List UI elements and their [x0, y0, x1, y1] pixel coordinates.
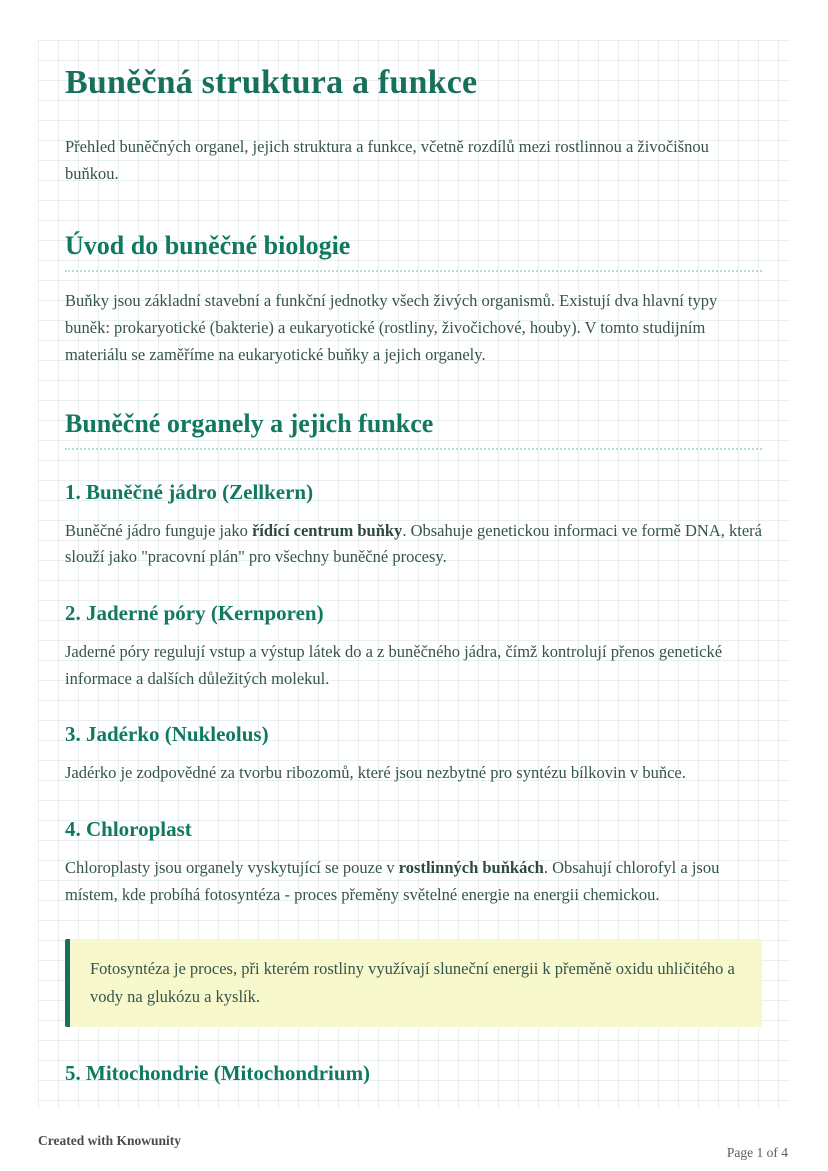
paragraph-chloroplast-post: . Obsahují chlorofyl a jsou místem, kde probíhá fotosyntéza - proces přeměny světelné energie na energii chemickou. — [65, 858, 720, 904]
paragraph-nucleus — [65, 518, 762, 571]
section-heading-intro: Úvod do buněčné biologie — [65, 231, 762, 272]
callout-text: Fotosyntéza je proces, při kterém rostliny využívají sluneční energii k přeměně oxidu uhličitého a vody na glukózu a kyslík. — [90, 958, 735, 1006]
paragraph-nucleus-post: . Obsahuje genetickou informaci ve formě DNA, která slouží jako "pracovní plán" pro všechny buněčné procesy. — [65, 520, 762, 567]
document-content — [38, 40, 790, 1086]
paragraph-chloroplast-bold: rostlinných buňkách — [398, 858, 544, 878]
footer-branding: Created with Knowunity — [38, 1133, 182, 1148]
paragraph-nucleus-pre: Buněčné jádro funguje jako — [65, 520, 252, 540]
grid-sheet — [38, 40, 790, 1108]
subheading-nucleus: 1. Buněčné jádro (Zellkern) — [65, 479, 314, 504]
intro-paragraph: Přehled buněčných organel, jejich struktura a funkce, včetně rozdílů mezi rostlinnou a živočišnou buňkou. — [65, 137, 709, 183]
paragraph-chloroplast — [65, 855, 762, 908]
subheading-chloroplast: 4. Chloroplast — [65, 817, 192, 842]
page-number: Page 1 of 4 — [726, 1145, 788, 1160]
intro-section-body: Buňky jsou základní stavební a funkční jednotky všech živých organismů. Existují dva hlavní typy buněk: prokaryotické (bakterie) a eukaryotické (rostliny, živočichové, houby). V tomto studijním materiálu se zaměříme na eukaryotické buňky a jejich organely. — [65, 291, 718, 364]
subheading-nuclear-pores: 2. Jaderné póry (Kernporen) — [65, 601, 324, 626]
paragraph-nucleus-bold: řídící centrum buňky — [251, 520, 403, 540]
paragraph-nucleolus: Jadérko je zodpovědné za tvorbu ribozomů, které jsou nezbytné pro syntézu bílkovin v buňce. — [65, 763, 686, 783]
paragraph-nuclear-pores: Jaderné póry regulují vstup a výstup látek do a z buněčného jádra, čímž kontrolují přenos genetické informace a dalších důležitých molekul. — [65, 642, 723, 688]
paragraph-chloroplast-pre: Chloroplasty jsou organely vyskytující se pouze v — [65, 858, 399, 878]
section-heading-organelles: Buněčné organely a jejich funkce — [65, 409, 762, 450]
callout-box — [65, 939, 762, 1027]
subheading-nucleolus: 3. Jadérko (Nukleolus) — [65, 722, 269, 747]
subheading-mitochondria: 5. Mitochondrie (Mitochondrium) — [65, 1060, 371, 1085]
page-title: Buněčná struktura a funkce — [65, 64, 478, 101]
